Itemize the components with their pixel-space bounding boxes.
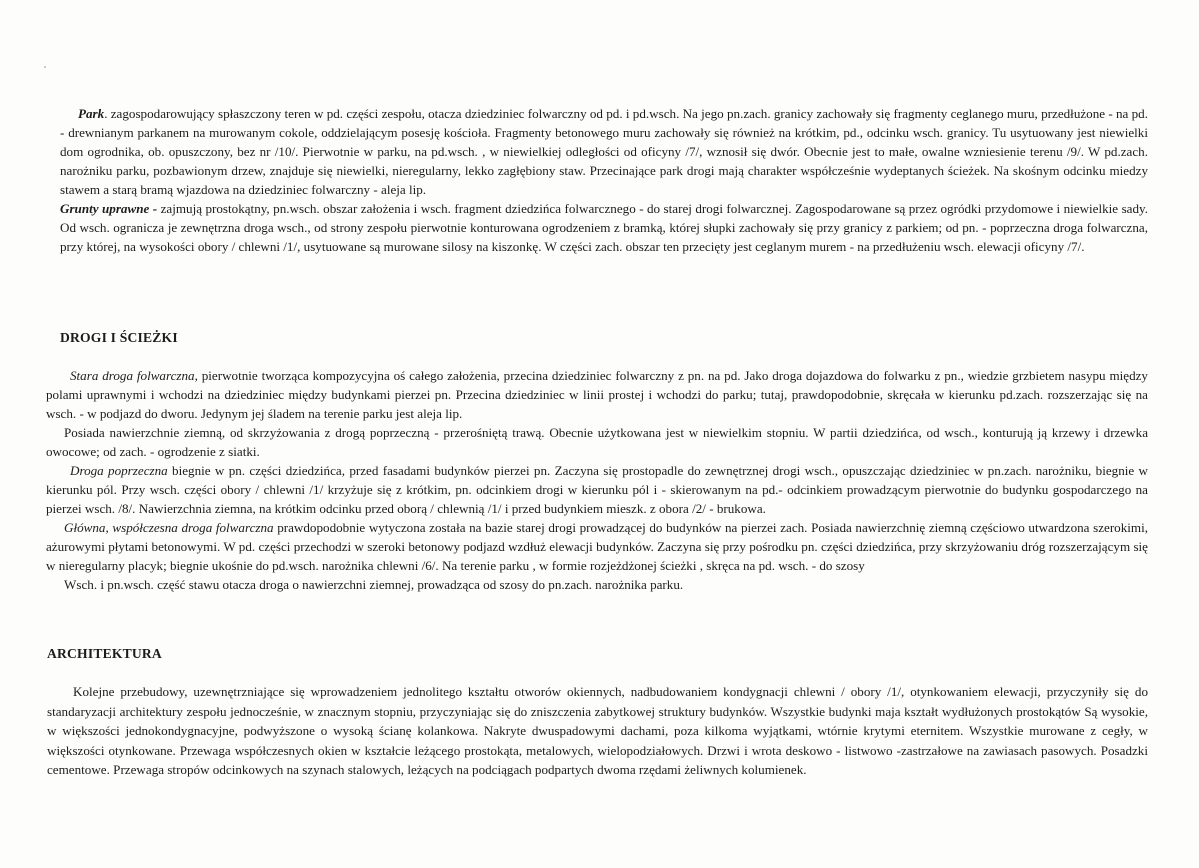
paragraph-architektura: Kolejne przebudowy, uzewnętrzniające się wprowadzeniem jednolitego kształtu otworów okiennych, nadbudowaniem kondygnacji chlewni / obory /1/, otynkowaniem elewacji, przyczyniły się do standaryzacji architektury zespołu jednocześnie, w znacznym stopniu, przyczyniając się do zniszczenia zabytkowej struktury budynków. Wszystkie budynki maja kształt wydłużonych prostokątów Są wysokie, w większości jednokondygnacyjne, podwyższone o wysoką ścianę kolankowa. Nakryte dwuspadowymi dachami, poza kilkoma wyjątkami, wtórnie krytymi eternitem. Wszystkie murowane z cegły, w większości otynkowane. Przewaga współczesnych okien w kształcie leżącego prostokąta, metalowych, wielopodziałowych. Drzwi i wrota deskowo - listwowo -zastrzałowe na zawiasach pasowych. Posadzki cementowe. Przewaga stropów odcinkowych na szynach stalowych, leżących na podciągach podpartych dwoma rzędami żeliwnych kolumienek. xyxy=(47,684,1148,778)
paragraph-nawierzchnia: Posiada nawierzchnie ziemną, od skrzyżowania z drogą poprzeczną - przerośniętą trawą. Obecnie użytkowana jest w niewielkim stopniu. W partii dziedzińca, od wsch., konturują ją krzewy i drzewka owocowe; od zach. - ogrodzenie z siatki. xyxy=(46,425,1148,459)
term-park: Park xyxy=(78,106,105,121)
term-grunty: Grunty uprawne - xyxy=(60,201,158,216)
paragraph-staw: Wsch. i pn.wsch. część stawu otacza droga o nawierzchni ziemnej, prowadząca od szosy do pn.zach. narożnika parku. xyxy=(64,577,684,592)
text-park: . zagospodarowujący spłaszczony teren w pd. części zespołu, otacza dziedziniec folwarczny od pd. i pd.wsch. Na jego pn.zach. granicy zachowały się fragmenty ceglanego muru, przedłużone - na pd. - drewnianym parkanem na murowanym cokole, oddzielającym posesję kościoła. Fragmenty betonowego muru zachowały się również na krótkim, pd., odcinku wsch. granicy. Tu usytuowany jest niewielki dom ogrodnika, ob. opuszczony, bez nr /10/. Pierwotnie w parku, na pd.wsch. , w niewielkiej odległości od oficyny /7/, wznosił się dwór. Obecnie jest to małe, owalne wzniesienie terenu /9/. W pd.zach. narożniku parku, pozbawionym drzew, znajduje się niewielki, nieregularny, lekko zagłębiony staw. Przecinające park drogi mają charakter współcześnie wydeptanych ścieżek. Na skośnym odcinku miedzy stawem a starą bramą wjazdowa na dziedziniec folwarczny - aleja lip. xyxy=(60,106,1148,197)
paragraph-grunty xyxy=(60,199,1148,256)
text-stara-droga: , pierwotnie tworząca kompozycyjna oś całego założenia, przecina dziedziniec folwarczny z pn. na pd. Jako droga dojazdowa do folwarku z pn., wiedzie grzbietem nasypu między polami uprawnymi i wchodzi na dziedziniec między budynkami pierzei pn. Przecina dziedziniec w linii prostej i wchodzi do parku; tutaj, prawdopodobnie, skręcała w kierunku pd.zach. rozszerzając się na wsch. - w podjazd do dworu. Jedynym jej śladem na terenie parku jest aleja lip. xyxy=(46,368,1148,421)
text-grunty: zajmują prostokątny, pn.wsch. obszar założenia i wsch. fragment dziedzińca folwarcznego - do starej drogi folwarcznej. Zagospodarowane są przez ogródki przydomowe i niewielkie sady. Od wsch. ogranicza je zewnętrzna droga wsch., od strony zespołu pierwotnie konturowana ogrodzeniem z bramką, której słupki zachowały się przy granicy z parkiem; od pn. - poprzeczna droga folwarczna, przy której, na wysokości obory / chlewni /1/, usytuowane są murowane silosy na kiszonkę. W części zach. obszar ten przecięty jest ceglanym murem - na przedłużeniu wsch. elewacji oficyny /7/. xyxy=(60,201,1148,254)
section-park-grunty xyxy=(60,104,1148,256)
paragraph-park xyxy=(60,104,1148,199)
term-droga-poprzeczna: Droga poprzeczna xyxy=(70,463,168,478)
heading-drogi: DROGI I ŚCIEŻKI xyxy=(60,330,178,345)
paragraph-glowna-droga xyxy=(46,518,1148,575)
paragraph-stara-droga xyxy=(46,366,1148,423)
text-glowna-droga: prawdopodobnie wytyczona została na bazie starej drogi prowadzącej do budynków na pierzei zach. Posiada nawierzchnię ziemną częściowo utwardzona szerokimi, ażurowymi płytami betonowymi. W pd. części przechodzi w szeroki betonowy podjazd wzdłuż elewacji budynków. Zaczyna się przy pośrodku pn. części dziedzińca, przy skrzyżowaniu dróg rozszerzającym się w nieregularny placyk; biegnie ukośnie do pd.wsch. narożnika chlewni /6/. Na terenie parku , w formie rozjeżdżonej ścieżki , skręca na pd. wsch. - do szosy xyxy=(46,520,1149,573)
paragraph-droga-poprzeczna xyxy=(46,461,1148,518)
text-droga-poprzeczna: biegnie w pn. części dziedzińca, przed fasadami budynków pierzei pn. Zaczyna się prostopadle do zewnętrznej drogi wsch., opuszczając dziedziniec w pn.zach. narożniku, biegnie w kierunku pól. Przy wsch. części obory / chlewni /1/ krzyżuje się z krótkim, pn. odcinkiem drogi w kierunku pól i - skierowanym na pd.- odcinkiem prowadzącym pierwotnie do budynku gospodarczego na pierzei wsch. /8/. Nawierzchnia ziemna, na krótkim odcinku przed oborą / chlewnią /1/ i przed budynkiem mieszk. z obora /2/ - brukowa. xyxy=(46,463,1149,516)
section-architektura xyxy=(47,682,1148,780)
term-stara-droga: Stara droga folwarczna xyxy=(70,368,195,383)
scan-speck xyxy=(44,66,46,68)
term-glowna-droga: Główna, współczesna droga folwarczna xyxy=(64,520,274,535)
heading-architektura: ARCHITEKTURA xyxy=(47,646,162,661)
section-drogi xyxy=(46,366,1148,594)
